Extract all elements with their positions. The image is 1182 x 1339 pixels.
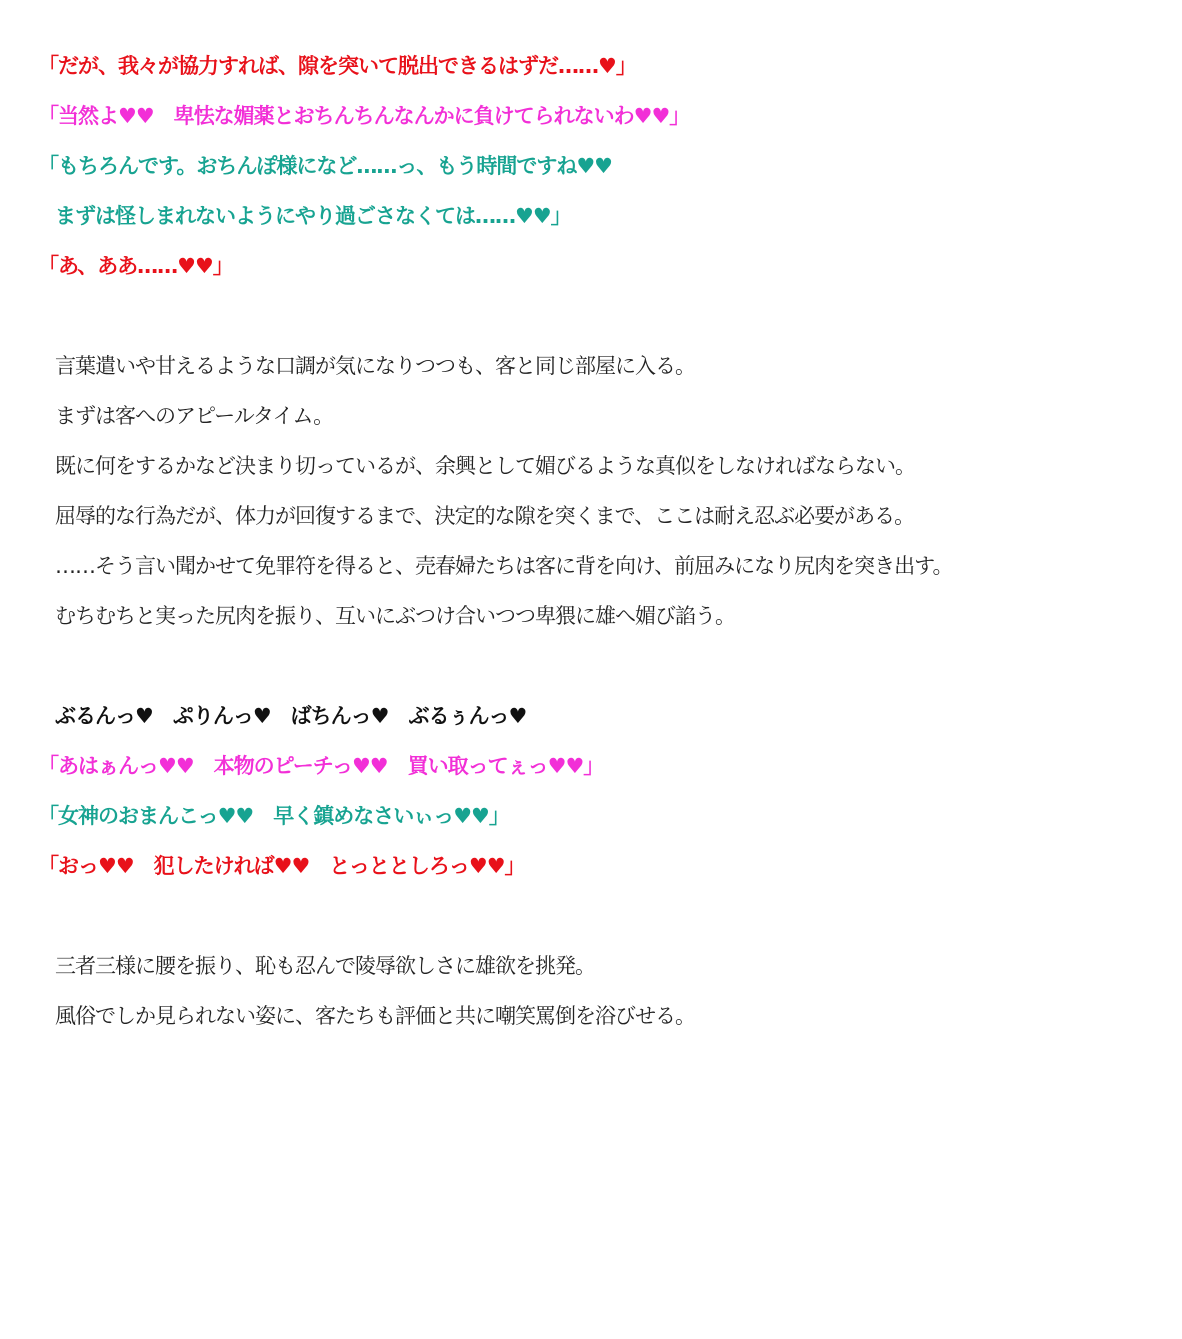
- dialogue-line-teal: 「女神のおまんこっ♥♥ 早く鎮めなさいぃっ♥♥」: [38, 804, 509, 828]
- narration-line: ……そう言い聞かせて免罪符を得ると、売春婦たちは客に背を向け、前屈みになり尻肉を突き出す。: [55, 554, 953, 578]
- narration-line: 言葉遣いや甘えるような口調が気になりつつも、客と同じ部屋に入る。: [55, 354, 695, 378]
- dialogue-line-pink: 「当然よ♥♥ 卑怯な媚薬とおちんちんなんかに負けてられないわ♥♥」: [38, 104, 690, 128]
- narration-line: むちむちと実った尻肉を振り、互いにぶつけ合いつつ卑猥に雄へ媚び諂う。: [55, 604, 735, 628]
- narration-line: 三者三様に腰を振り、恥も忍んで陵辱欲しさに雄欲を挑発。: [55, 954, 595, 978]
- sound-effect-line: ぶるんっ♥ ぷりんっ♥ ばちんっ♥ ぶるぅんっ♥: [55, 704, 527, 728]
- narration-line: 風俗でしか見られない姿に、客たちも評価と共に嘲笑罵倒を浴びせる。: [55, 1004, 695, 1028]
- dialogue-line-teal-continued: まずは怪しまれないようにやり過ごさなくては……♥♥」: [55, 204, 571, 228]
- dialogue-line-teal: 「もちろんです。おちんぽ様になど……っ、もう時間ですね♥♥: [38, 154, 612, 178]
- dialogue-line-red: 「おっ♥♥ 犯したければ♥♥ とっととしろっ♥♥」: [38, 854, 525, 878]
- dialogue-line-red: 「あ、ああ……♥♥」: [38, 254, 233, 278]
- narration-line: 既に何をするかなど決まり切っているが、余興として媚びるような真似をしなければならない。: [55, 454, 915, 478]
- narration-line: まずは客へのアピールタイム。: [55, 404, 334, 428]
- narration-line: 屈辱的な行為だが、体力が回復するまで、決定的な隙を突くまで、ここは耐え忍ぶ必要がある。: [55, 504, 915, 528]
- dialogue-line-pink: 「あはぁんっ♥♥ 本物のピーチっ♥♥ 買い取ってぇっ♥♥」: [38, 754, 604, 778]
- dialogue-line-red: 「だが、我々が協力すれば、隙を突いて脱出できるはずだ……♥」: [38, 54, 636, 78]
